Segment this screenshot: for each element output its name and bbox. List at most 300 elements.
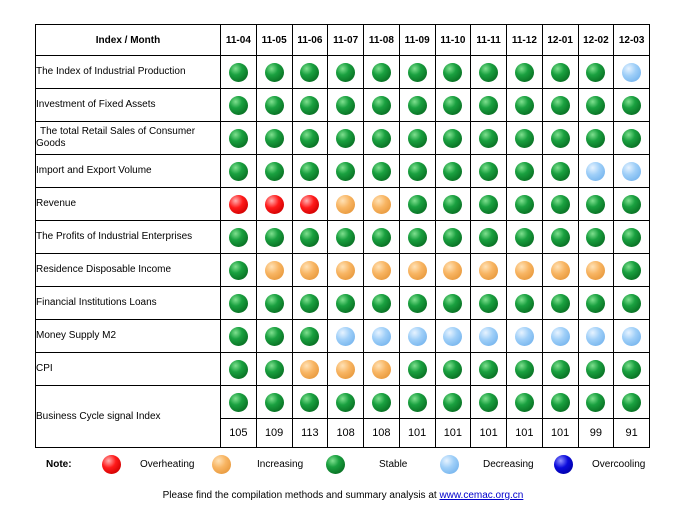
signal-cell xyxy=(364,254,400,287)
month-header: 11-09 xyxy=(399,25,435,56)
stable-signal-icon xyxy=(300,393,319,412)
table-row xyxy=(36,155,650,188)
stable-signal-icon xyxy=(229,129,248,148)
index-value-cell: 101 xyxy=(399,419,435,448)
row-label-line: The total Retail Sales of Consumer xyxy=(40,126,196,137)
signal-cell xyxy=(256,122,292,155)
legend xyxy=(44,455,654,477)
stable-signal-icon xyxy=(479,96,498,115)
decreasing-signal-icon xyxy=(551,327,570,346)
stable-signal-icon xyxy=(229,96,248,115)
signal-cell xyxy=(328,89,364,122)
table-row xyxy=(36,320,650,353)
stable-signal-icon xyxy=(443,294,462,313)
legend-label: Overcooling xyxy=(592,459,646,470)
stable-signal-icon xyxy=(372,294,391,313)
overheating-signal-icon xyxy=(300,195,319,214)
signal-cell xyxy=(435,155,471,188)
signal-cell xyxy=(435,254,471,287)
stable-signal-icon xyxy=(265,327,284,346)
decreasing-signal-icon xyxy=(336,327,355,346)
signal-cell xyxy=(578,386,614,419)
increasing-signal-icon xyxy=(586,261,605,280)
signal-cell xyxy=(471,188,507,221)
stable-signal-icon xyxy=(586,195,605,214)
index-value-cell: 109 xyxy=(256,419,292,448)
signal-table xyxy=(35,24,650,448)
signal-cell xyxy=(221,122,257,155)
stable-signal-icon xyxy=(300,63,319,82)
stable-signal-icon xyxy=(622,228,641,247)
stable-signal-icon xyxy=(551,195,570,214)
stable-signal-icon xyxy=(479,360,498,379)
overheating-signal-icon xyxy=(102,455,121,474)
signal-cell xyxy=(328,56,364,89)
signal-cell xyxy=(614,386,650,419)
stable-signal-icon xyxy=(300,162,319,181)
legend-note: Note: xyxy=(46,459,72,470)
signal-cell xyxy=(364,386,400,419)
signal-cell xyxy=(364,320,400,353)
header-row xyxy=(36,25,650,56)
stable-signal-icon xyxy=(265,294,284,313)
stable-signal-icon xyxy=(265,63,284,82)
signal-cell xyxy=(328,155,364,188)
stable-signal-icon xyxy=(515,228,534,247)
stable-signal-icon xyxy=(622,129,641,148)
table-row xyxy=(36,122,650,155)
signal-cell xyxy=(221,353,257,386)
signal-cell xyxy=(435,320,471,353)
signal-cell xyxy=(256,320,292,353)
stable-signal-icon xyxy=(622,261,641,280)
stable-signal-icon xyxy=(372,228,391,247)
month-header: 12-03 xyxy=(614,25,650,56)
stable-signal-icon xyxy=(265,162,284,181)
decreasing-signal-icon xyxy=(586,162,605,181)
signal-cell xyxy=(435,221,471,254)
stable-signal-icon xyxy=(479,393,498,412)
footer xyxy=(0,490,686,501)
month-header: 12-01 xyxy=(542,25,578,56)
overheating-signal-icon xyxy=(265,195,284,214)
signal-cell xyxy=(221,386,257,419)
stable-signal-icon xyxy=(443,162,462,181)
decreasing-signal-icon xyxy=(479,327,498,346)
month-header: 11-08 xyxy=(364,25,400,56)
signal-cell xyxy=(471,56,507,89)
signal-cell xyxy=(435,56,471,89)
signal-cell xyxy=(292,221,328,254)
stable-signal-icon xyxy=(408,162,427,181)
signal-cell xyxy=(292,386,328,419)
month-header: 11-06 xyxy=(292,25,328,56)
signal-cell xyxy=(471,386,507,419)
signal-cell xyxy=(578,155,614,188)
signal-cell xyxy=(435,188,471,221)
signal-cell xyxy=(471,254,507,287)
decreasing-signal-icon xyxy=(622,327,641,346)
signal-cell xyxy=(614,122,650,155)
signal-cell xyxy=(364,221,400,254)
signal-cell xyxy=(435,287,471,320)
signal-cell xyxy=(256,353,292,386)
stable-signal-icon xyxy=(586,228,605,247)
index-value-cell: 101 xyxy=(435,419,471,448)
signal-cell xyxy=(256,221,292,254)
stable-signal-icon xyxy=(551,129,570,148)
stable-signal-icon xyxy=(551,96,570,115)
signal-cell xyxy=(256,56,292,89)
increasing-signal-icon xyxy=(300,261,319,280)
cemac-link[interactable]: www.cemac.org.cn xyxy=(439,490,524,501)
signal-cell xyxy=(256,188,292,221)
signal-cell xyxy=(221,188,257,221)
stable-signal-icon xyxy=(515,129,534,148)
stable-signal-icon xyxy=(408,96,427,115)
stable-signal-icon xyxy=(300,129,319,148)
decreasing-signal-icon xyxy=(443,327,462,346)
stable-signal-icon xyxy=(586,63,605,82)
signal-cell xyxy=(399,287,435,320)
signal-cell xyxy=(364,89,400,122)
signal-cell xyxy=(578,254,614,287)
table-row xyxy=(36,287,650,320)
increasing-signal-icon xyxy=(551,261,570,280)
signal-cell xyxy=(399,56,435,89)
stable-signal-icon xyxy=(300,294,319,313)
signal-cell xyxy=(221,221,257,254)
stable-signal-icon xyxy=(300,96,319,115)
signal-cell xyxy=(435,353,471,386)
stable-signal-icon xyxy=(265,393,284,412)
signal-cell xyxy=(542,155,578,188)
row-label xyxy=(36,122,221,155)
month-header: 12-02 xyxy=(578,25,614,56)
footer-text: Please find the compilation methods and summary analysis at xyxy=(162,490,437,501)
stable-signal-icon xyxy=(622,294,641,313)
signal-cell xyxy=(542,254,578,287)
signal-cell xyxy=(364,353,400,386)
month-header: 11-12 xyxy=(507,25,543,56)
stable-signal-icon xyxy=(479,63,498,82)
decreasing-signal-icon xyxy=(622,162,641,181)
stable-signal-icon xyxy=(551,393,570,412)
signal-cell xyxy=(507,254,543,287)
stable-signal-icon xyxy=(622,393,641,412)
month-header: 11-07 xyxy=(328,25,364,56)
business-cycle-row xyxy=(36,386,650,419)
stable-signal-icon xyxy=(300,327,319,346)
signal-cell xyxy=(256,386,292,419)
stable-signal-icon xyxy=(408,63,427,82)
signal-cell xyxy=(256,254,292,287)
signal-cell xyxy=(542,320,578,353)
stable-signal-icon xyxy=(300,228,319,247)
decreasing-signal-icon xyxy=(622,63,641,82)
stable-signal-icon xyxy=(229,393,248,412)
increasing-signal-icon xyxy=(515,261,534,280)
stable-signal-icon xyxy=(408,195,427,214)
stable-signal-icon xyxy=(443,393,462,412)
stable-signal-icon xyxy=(551,360,570,379)
stable-signal-icon xyxy=(515,393,534,412)
signal-cell xyxy=(328,254,364,287)
index-value-cell: 105 xyxy=(221,419,257,448)
stable-signal-icon xyxy=(336,393,355,412)
stable-signal-icon xyxy=(229,327,248,346)
signal-cell xyxy=(614,155,650,188)
signal-cell xyxy=(542,56,578,89)
row-label: Money Supply M2 xyxy=(36,320,221,353)
signal-cell xyxy=(507,287,543,320)
row-label: Revenue xyxy=(36,188,221,221)
stable-signal-icon xyxy=(265,96,284,115)
legend-label: Decreasing xyxy=(483,459,534,470)
stable-signal-icon xyxy=(229,360,248,379)
signal-cell xyxy=(364,188,400,221)
stable-signal-icon xyxy=(229,63,248,82)
stable-signal-icon xyxy=(551,63,570,82)
signal-cell xyxy=(399,155,435,188)
signal-cell xyxy=(292,155,328,188)
signal-cell xyxy=(328,122,364,155)
signal-cell xyxy=(614,89,650,122)
decreasing-signal-icon xyxy=(440,455,459,474)
stable-signal-icon xyxy=(551,294,570,313)
signal-cell xyxy=(328,287,364,320)
stable-signal-icon xyxy=(479,162,498,181)
stable-signal-icon xyxy=(229,261,248,280)
signal-cell xyxy=(399,353,435,386)
signal-cell xyxy=(471,353,507,386)
stable-signal-icon xyxy=(443,360,462,379)
table-row xyxy=(36,221,650,254)
signal-cell xyxy=(399,122,435,155)
signal-cell xyxy=(292,56,328,89)
index-value-cell: 99 xyxy=(578,419,614,448)
row-label-line: Goods xyxy=(36,138,66,149)
increasing-signal-icon xyxy=(336,360,355,379)
stable-signal-icon xyxy=(372,162,391,181)
stable-signal-icon xyxy=(408,294,427,313)
signal-cell xyxy=(328,320,364,353)
row-label: The Profits of Industrial Enterprises xyxy=(36,221,221,254)
signal-cell xyxy=(399,320,435,353)
signal-cell xyxy=(399,254,435,287)
stable-signal-icon xyxy=(479,228,498,247)
index-value-cell: 91 xyxy=(614,419,650,448)
stable-signal-icon xyxy=(443,195,462,214)
increasing-signal-icon xyxy=(336,195,355,214)
signal-cell xyxy=(507,221,543,254)
increasing-signal-icon xyxy=(265,261,284,280)
stable-signal-icon xyxy=(622,96,641,115)
decreasing-signal-icon xyxy=(586,327,605,346)
stable-signal-icon xyxy=(622,360,641,379)
decreasing-signal-icon xyxy=(408,327,427,346)
stable-signal-icon xyxy=(479,195,498,214)
signal-cell xyxy=(399,221,435,254)
stable-signal-icon xyxy=(515,96,534,115)
stable-signal-icon xyxy=(372,129,391,148)
row-label: Business Cycle signal Index xyxy=(36,386,221,448)
increasing-signal-icon xyxy=(336,261,355,280)
index-value-cell: 101 xyxy=(542,419,578,448)
stable-signal-icon xyxy=(372,393,391,412)
stable-signal-icon xyxy=(326,455,345,474)
stable-signal-icon xyxy=(586,360,605,379)
signal-cell xyxy=(614,320,650,353)
stable-signal-icon xyxy=(336,96,355,115)
signal-cell xyxy=(292,122,328,155)
signal-cell xyxy=(221,254,257,287)
signal-cell xyxy=(614,254,650,287)
stable-signal-icon xyxy=(372,96,391,115)
signal-cell xyxy=(292,89,328,122)
signal-cell xyxy=(578,56,614,89)
signal-cell xyxy=(221,287,257,320)
stable-signal-icon xyxy=(229,162,248,181)
stable-signal-icon xyxy=(443,228,462,247)
signal-cell xyxy=(542,122,578,155)
legend-label: Overheating xyxy=(140,459,195,470)
signal-cell xyxy=(221,155,257,188)
stable-signal-icon xyxy=(586,294,605,313)
signal-cell xyxy=(507,188,543,221)
legend-label: Increasing xyxy=(257,459,304,470)
stable-signal-icon xyxy=(336,294,355,313)
stable-signal-icon xyxy=(443,96,462,115)
table-row xyxy=(36,254,650,287)
signal-cell xyxy=(328,188,364,221)
signal-cell xyxy=(507,320,543,353)
signal-cell xyxy=(507,353,543,386)
stable-signal-icon xyxy=(622,195,641,214)
stable-signal-icon xyxy=(586,393,605,412)
stable-signal-icon xyxy=(408,360,427,379)
stable-signal-icon xyxy=(336,228,355,247)
signal-cell xyxy=(292,320,328,353)
table-row xyxy=(36,56,650,89)
signal-cell xyxy=(435,122,471,155)
row-label: The Index of Industrial Production xyxy=(36,56,221,89)
signal-cell xyxy=(614,188,650,221)
index-value-cell: 113 xyxy=(292,419,328,448)
month-header: 11-10 xyxy=(435,25,471,56)
signal-cell xyxy=(578,188,614,221)
stable-signal-icon xyxy=(443,129,462,148)
signal-cell xyxy=(471,287,507,320)
signal-cell xyxy=(578,287,614,320)
stable-signal-icon xyxy=(551,162,570,181)
signal-cell xyxy=(364,287,400,320)
signal-cell xyxy=(542,89,578,122)
row-label: Import and Export Volume xyxy=(36,155,221,188)
header-corner: Index / Month xyxy=(36,25,221,56)
month-header: 11-05 xyxy=(256,25,292,56)
increasing-signal-icon xyxy=(212,455,231,474)
signal-cell xyxy=(221,56,257,89)
signal-cell xyxy=(614,221,650,254)
signal-cell xyxy=(221,320,257,353)
signal-cell xyxy=(578,320,614,353)
signal-cell xyxy=(542,188,578,221)
signal-cell xyxy=(256,155,292,188)
stable-signal-icon xyxy=(443,63,462,82)
stable-signal-icon xyxy=(479,129,498,148)
signal-cell xyxy=(435,386,471,419)
stable-signal-icon xyxy=(586,96,605,115)
stable-signal-icon xyxy=(336,63,355,82)
table-row xyxy=(36,89,650,122)
legend-label: Stable xyxy=(379,459,408,470)
signal-cell xyxy=(328,221,364,254)
stable-signal-icon xyxy=(229,294,248,313)
increasing-signal-icon xyxy=(408,261,427,280)
stable-signal-icon xyxy=(515,195,534,214)
signal-cell xyxy=(399,386,435,419)
signal-cell xyxy=(614,353,650,386)
index-value-cell: 108 xyxy=(328,419,364,448)
decreasing-signal-icon xyxy=(372,327,391,346)
increasing-signal-icon xyxy=(372,360,391,379)
index-value-cell: 101 xyxy=(471,419,507,448)
stable-signal-icon xyxy=(479,294,498,313)
signal-cell xyxy=(471,221,507,254)
signal-cell xyxy=(471,155,507,188)
signal-cell xyxy=(578,122,614,155)
month-header: 11-11 xyxy=(471,25,507,56)
signal-cell xyxy=(364,56,400,89)
signal-cell xyxy=(256,89,292,122)
signal-cell xyxy=(507,155,543,188)
index-value-cell: 108 xyxy=(364,419,400,448)
signal-cell xyxy=(471,89,507,122)
increasing-signal-icon xyxy=(443,261,462,280)
stable-signal-icon xyxy=(265,129,284,148)
overheating-signal-icon xyxy=(229,195,248,214)
signal-cell xyxy=(542,287,578,320)
signal-cell xyxy=(399,89,435,122)
signal-cell xyxy=(542,353,578,386)
table-row xyxy=(36,353,650,386)
row-label: CPI xyxy=(36,353,221,386)
signal-cell xyxy=(292,188,328,221)
stable-signal-icon xyxy=(265,360,284,379)
increasing-signal-icon xyxy=(372,261,391,280)
signal-cell xyxy=(507,89,543,122)
signal-cell xyxy=(292,287,328,320)
row-label: Financial Institutions Loans xyxy=(36,287,221,320)
signal-cell xyxy=(471,122,507,155)
signal-cell xyxy=(471,320,507,353)
signal-cell xyxy=(292,353,328,386)
signal-cell xyxy=(614,287,650,320)
row-label: Investment of Fixed Assets xyxy=(36,89,221,122)
signal-cell xyxy=(578,353,614,386)
signal-cell xyxy=(364,122,400,155)
index-value-cell: 101 xyxy=(507,419,543,448)
signal-cell xyxy=(578,89,614,122)
signal-cell xyxy=(435,89,471,122)
stable-signal-icon xyxy=(408,129,427,148)
signal-cell xyxy=(542,386,578,419)
signal-cell xyxy=(507,56,543,89)
stable-signal-icon xyxy=(515,360,534,379)
overcooling-signal-icon xyxy=(554,455,573,474)
stable-signal-icon xyxy=(265,228,284,247)
